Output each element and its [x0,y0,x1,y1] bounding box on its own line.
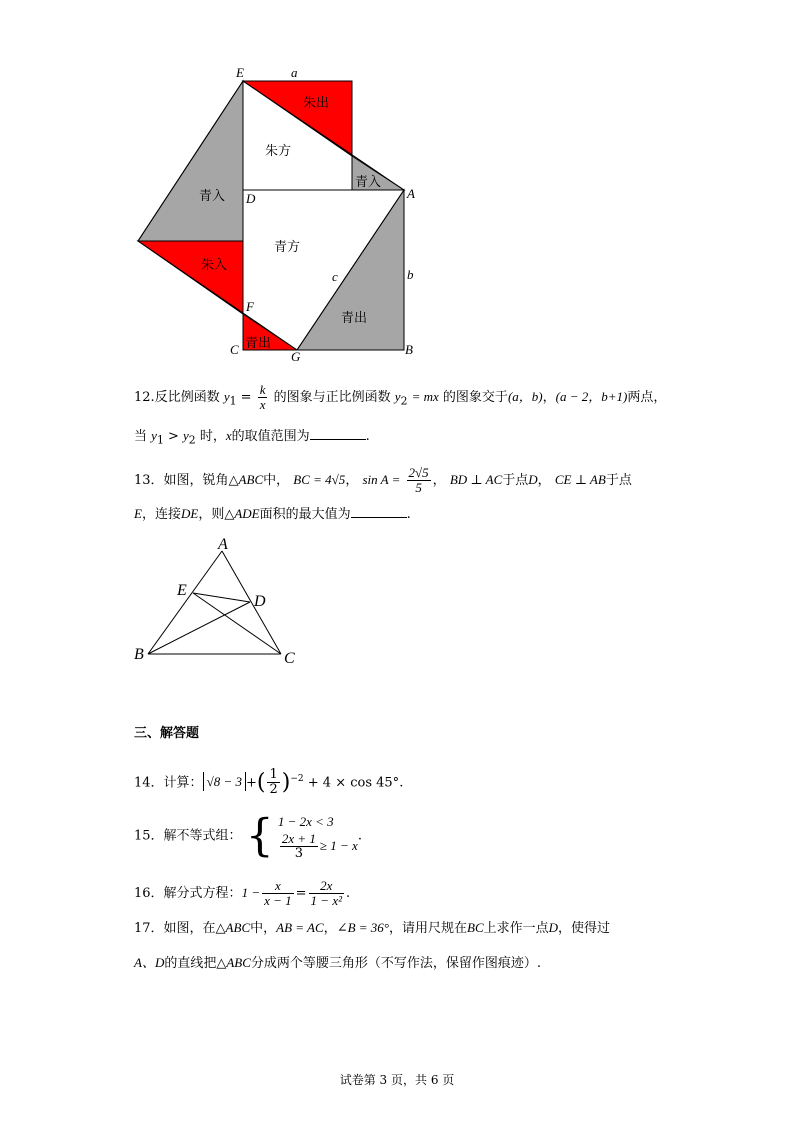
q12-l2-b: 时， [199,429,226,444]
q16-fraction-1 [262,879,294,908]
region-qing-ru-left: 青入 [199,189,226,204]
q12-l2-gt: > [163,429,183,444]
q12-l2-s1: 1 [156,433,164,447]
question-12-line-1 [134,383,666,412]
q13-t1: 如图，锐角 [163,473,229,488]
q13-t4: ， [432,473,446,488]
q17-t1: 如图，在 [163,921,216,936]
label-E2: E [177,582,187,599]
region-qing-chu-bottom: 青出 [245,336,272,351]
segment-BD [148,602,250,654]
q15-rest: ≥ 1 − x [319,838,358,853]
q13-answer-blank[interactable] [351,503,407,518]
q15-num: 2x + 1 [281,831,316,846]
label-A2: A [218,536,228,553]
q13-t2: 中， [263,473,290,488]
q12-text-4: 两点， [627,390,667,405]
q17-l2-b: 分成两个等腰三角形（不写作法，保留作图痕迹）. [250,956,542,971]
label-C: C [230,342,239,357]
q17-bc: BC [467,920,484,935]
q15-fraction [280,832,318,861]
q17-t2: 中， [250,921,277,936]
q12-text-2: 的图象与正比例函数 [273,390,391,405]
q13-l2-end: . [406,507,411,522]
q13-l2-c: 面积的最大值为 [259,507,351,522]
q13-tri: △ABC [228,472,264,487]
question-17-line-1 [134,918,610,939]
q12-l2-y1: y [151,428,157,443]
q17-t6: ，使得过 [558,921,611,936]
q14-plus: + [245,775,257,791]
q13-t7: 于点 [605,473,632,488]
question-13-line-2 [134,503,411,525]
q16-one: 1 − [241,885,261,900]
q17-t4: ，请用尺规在 [389,921,468,936]
q12-y2: y [394,389,401,404]
q14-num: 1 [269,767,278,783]
side-AB [148,551,222,654]
q13-bd: BD ⊥ AC [449,472,503,487]
section-heading: 三、解答题 [134,726,200,741]
label-D2: D [254,593,266,610]
q17-l2-tri: △ABC [216,955,251,970]
q17-t3: ， [323,921,337,936]
q16-num1: x [262,879,294,894]
q12-l2-x: x [225,428,232,443]
q12-l2-c: 的取值范围为 [231,429,310,444]
region-zhu-ru: 朱入 [201,258,228,273]
page-footer: 试卷第 3 页，共 6 页 [339,1073,455,1087]
q15-ineq1: 1 − 2x < 3 [277,814,334,829]
q12-eq: = [240,390,252,405]
q14-paren-close: ) [281,769,291,795]
label-b: b [407,267,414,282]
q12-fraction [258,383,268,412]
q17-tri: △ABC [215,920,251,935]
question-16 [134,878,350,909]
question-15 [134,812,362,861]
q14-exp: −2 [290,774,304,784]
q16-den1: x − 1 [264,893,292,908]
label-F: F [246,299,254,314]
q12-sub2: 2 [400,394,408,408]
q12-text-1: 反比例函数 [154,390,220,405]
q13-l2-tri: △ADE [224,506,260,521]
q16-num2: 2x [309,879,344,894]
label-C2: C [284,650,295,667]
q13-sin: sin A = [362,472,401,487]
q12-y1: y [223,389,230,404]
q14-abs: √8 − 3 [203,772,246,791]
q12-answer-blank[interactable] [310,425,366,440]
q13-D: D [528,472,538,487]
region-qing-chu-right: 青出 [341,311,368,326]
q12-point-2: (a − 2，b+1) [555,389,628,404]
q16-number: 16． [134,886,164,901]
q17-d: D [548,920,559,935]
q16-eq: = [295,886,307,901]
q16-t1: 解分式方程： [163,886,242,901]
side-AC [222,551,281,654]
question-17-line-2 [134,953,541,974]
segment-CE [193,593,281,654]
q14-t1: 计算： [163,775,203,791]
q12-comma: ， [542,390,556,405]
q13-l2-b: ，则 [198,507,225,522]
label-B2: B [134,646,144,663]
q13-t6: ， [537,473,551,488]
label-A: A [407,186,415,201]
region-qing-fang: 青方 [274,240,301,255]
q13-ce: CE ⊥ AB [554,472,606,487]
q12-k: k [259,382,266,397]
q14-den: 2 [269,782,278,798]
q15-t1: 解不等式组： [163,828,242,844]
q13-fraction [407,466,431,495]
q16-fraction-2 [309,879,344,908]
q15-brace: { [245,810,274,862]
region-zhu-chu: 朱出 [303,96,330,111]
q13-t3: ， [345,473,359,488]
question-12-line-2 [134,425,370,451]
pythagoras-diagram [130,62,430,362]
q12-l2-s2: 2 [188,433,196,447]
segment-DE [193,593,250,602]
q12-sub1: 1 [229,394,237,408]
q15-system [278,812,358,861]
label-E: E [236,65,244,80]
q12-x: x [259,397,266,412]
q15-end: . [357,828,362,844]
q17-angle: ∠B = 36° [336,920,389,935]
q17-l2-ad: A、D [134,955,165,970]
q15-den: 3 [294,846,303,861]
q14-rest: + 4 × cos 45° [303,775,400,791]
q12-mx: = mx [411,389,439,404]
question-13-line-1 [134,466,632,495]
region-zhu-fang: 朱方 [265,144,292,159]
q15-ineq2 [278,832,358,861]
label-D: D [246,191,256,206]
q13-l2-DE: DE [180,506,199,521]
q14-paren-open: ( [256,769,266,795]
q13-l2-E: E [134,506,142,521]
q16-den2: 1 − x² [310,893,342,908]
label-G: G [291,349,301,362]
q13-den: 5 [415,480,422,495]
q13-t5: 于点 [502,473,529,488]
q14-number: 14． [134,775,164,791]
region-qing-ru-small: 青入 [355,175,382,190]
q13-number: 13． [134,473,164,488]
q17-ab: AB = AC [276,920,324,935]
q16-end: . [346,886,351,901]
q17-l2-a: 的直线把 [164,956,217,971]
label-c: c [332,269,338,284]
label-B: B [405,342,413,357]
q14-fraction [267,768,279,797]
q14-end: . [399,775,404,791]
q12-point-1: (a，b) [507,389,543,404]
triangle-abc-diagram [130,530,310,670]
q13-l2-a: ，连接 [141,507,181,522]
q12-number: 12. [134,390,155,405]
q17-t5: 上求作一点 [483,921,549,936]
q13-bc: BC = 4√5 [293,472,346,487]
q12-l2-a: 当 [134,429,148,444]
q12-text-3: 的图象交于 [442,390,508,405]
q12-l2-end: . [365,429,370,444]
q15-number: 15． [134,828,164,844]
label-a: a [291,65,298,80]
q13-num: 2√5 [408,465,429,480]
q12-l2-y2: y [183,428,189,443]
question-14 [134,764,403,798]
q17-number: 17． [134,921,164,936]
